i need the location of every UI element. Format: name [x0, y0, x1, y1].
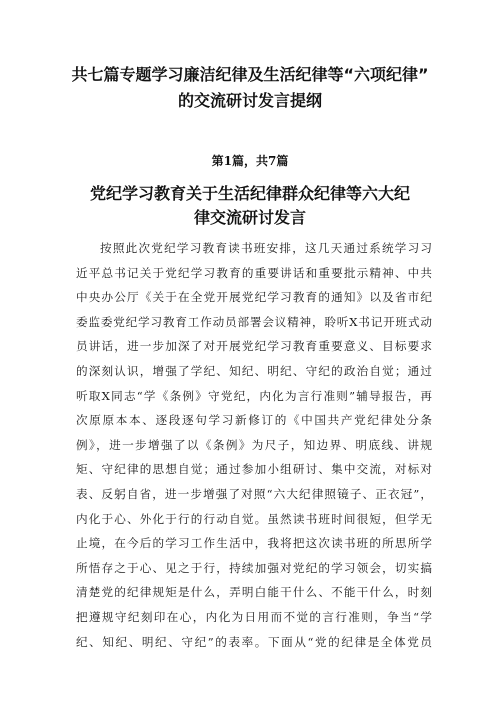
body-line: 听取X同志“学《条例》守党纪，内化为言行准则”辅导报告，再: [76, 388, 432, 403]
body-line: 纪、知纪、明纪、守纪”的表率。下面从“党的纪律是全体党员: [76, 634, 432, 649]
body-line: 把遵规守纪刻印在心，内化为日用而不觉的言行准则，争当“学: [76, 609, 432, 624]
body-line: 清楚党的纪律规矩是什么，弄明白能干什么、不能干什么，时刻: [76, 585, 432, 600]
body-line: 近平总书记关于党纪学习教育的重要讲话和重要批示精神、中共: [76, 265, 432, 280]
body-line: 止境，在今后的学习工作生活中，我将把这次读书班的所思所学: [76, 536, 432, 551]
body-line: 矩、守纪律的思想自觉；通过参加小组研讨、集中交流，对标对: [76, 462, 432, 477]
body-line: 员讲话，进一步加深了对开展党纪学习教育重要意义、目标要求: [76, 339, 432, 354]
body-line: 例》，进一步增强了以《条例》为尺子，知边界、明底线、讲规: [76, 437, 432, 452]
body-line: 中央办公厅《关于在全党开展党纪学习教育的通知》以及省市纪: [76, 290, 432, 305]
body-line: 表、反躬自省，进一步增强了对照“六大纪律照镜子、正衣冠”，: [76, 486, 432, 501]
document-title-line-2: 的交流研讨发言提纲: [177, 91, 322, 110]
body-paragraph: [76, 236, 432, 654]
section-title-line-1: 党纪学习教育关于生活纪律群众纪律等六大纪: [89, 184, 410, 203]
part-label: 第1篇，共7篇: [211, 154, 289, 168]
body-line: 内化于心、外化于行的行动自觉。虽然读书班时间很短，但学无: [76, 511, 432, 526]
body-line: 次原原本本、逐段逐句学习新修订的《中国共产党纪律处分条: [76, 413, 432, 428]
document-title-line-1: 共七篇专题学习廉洁纪律及生活纪律等“六项纪律”: [71, 65, 429, 84]
section-title-line-2: 律交流研讨发言: [193, 208, 306, 227]
body-line: 的深刻认识，增强了学纪、知纪、明纪、守纪的政治自觉；通过: [76, 363, 432, 378]
body-line: 按照此次党纪学习教育读书班安排，这几天通过系统学习习: [100, 241, 432, 255]
body-line: 委监委党纪学习教育工作动员部署会议精神，聆听X书记开班式动: [76, 314, 432, 329]
body-line: 所悟存之于心、见之于行，持续加强对党纪的学习领会，切实搞: [76, 560, 432, 575]
